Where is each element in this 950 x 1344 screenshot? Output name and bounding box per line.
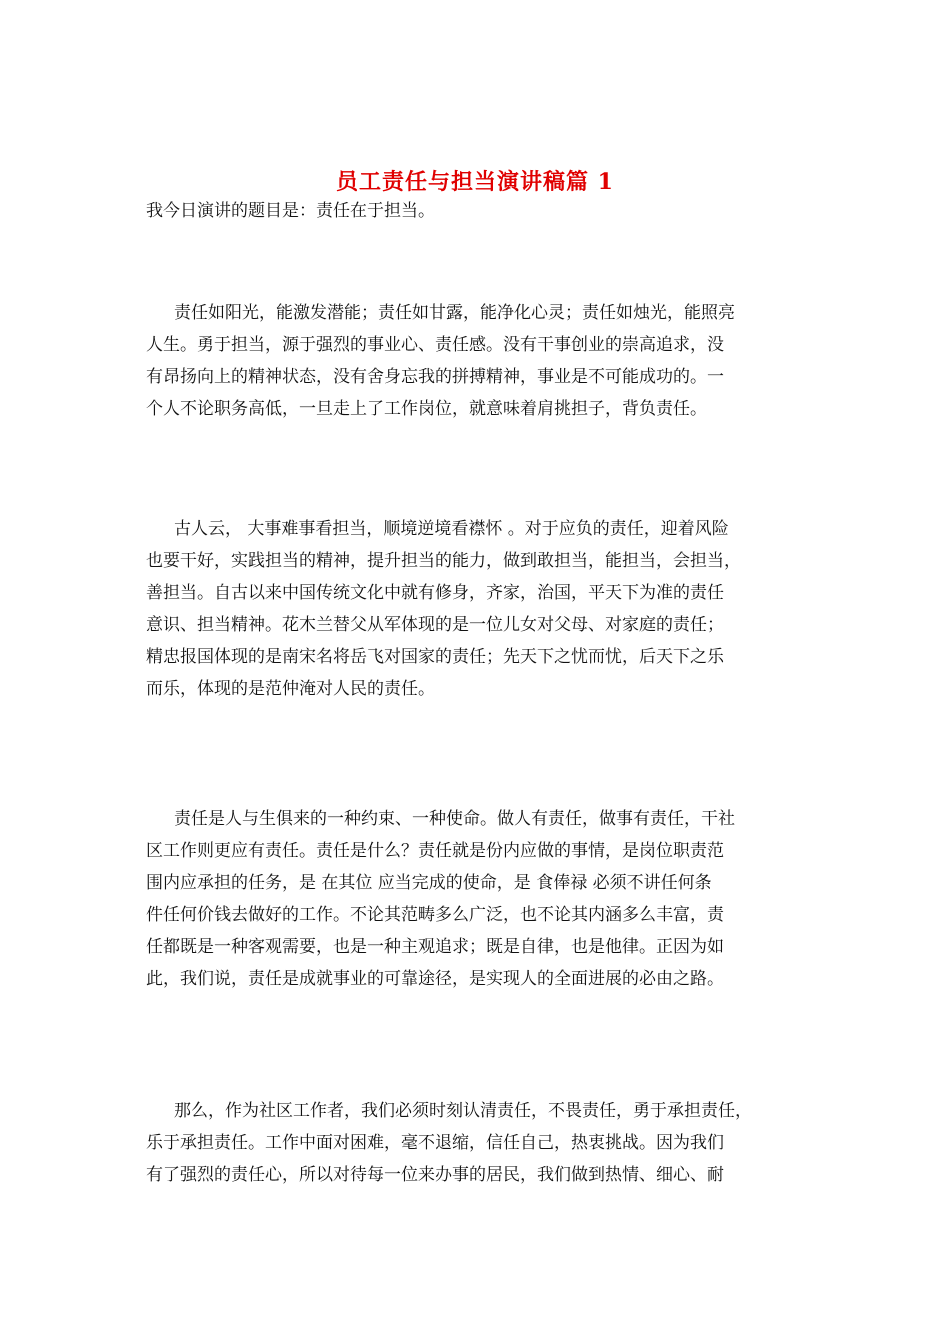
paragraph-line: 有了强烈的责任心，所以对待每一位来办事的居民，我们做到热情、细心、耐 [146, 1165, 724, 1185]
paragraph-line: 乐于承担责任。工作中面对困难，毫不退缩，信任自己，热衷挑战。因为我们 [146, 1133, 724, 1153]
paragraph-line: 而乐，体现的是范仲淹对人民的责任。 [146, 679, 435, 699]
paragraph-line: 责任如阳光，能激发潜能；责任如甘露，能净化心灵；责任如烛光，能照亮 [174, 303, 735, 323]
paragraph-line: 此，我们说，责任是成就事业的可靠途径，是实现人的全面进展的必由之路。 [146, 969, 724, 989]
paragraph-line: 有昂扬向上的精神状态，没有舍身忘我的拼搏精神，事业是不可能成功的。一 [146, 367, 724, 387]
paragraph-line: 精忠报国体现的是南宋名将岳飞对国家的责任；先天下之忧而忧，后天下之乐 [146, 647, 724, 667]
document-title: 员工责任与担当演讲稿篇 1 [336, 168, 614, 195]
paragraph-line: 任都既是一种客观需要，也是一种主观追求；既是自律，也是他律。正因为如 [146, 937, 724, 957]
paragraph-line: 善担当。自古以来中国传统文化中就有修身，齐家，治国，平天下为准的责任 [146, 583, 724, 603]
paragraph-line: 区工作则更应有责任。责任是什么？责任就是份内应做的事情，是岗位职责范 [146, 841, 724, 861]
paragraph-4 [146, 1095, 836, 1191]
paragraph-line: 也要干好，实践担当的精神，提升担当的能力，做到敢担当，能担当，会担当， [146, 551, 741, 571]
paragraph-line: 那么，作为社区工作者，我们必须时刻认清责任，不畏责任，勇于承担责任， [174, 1101, 752, 1121]
intro-line: 我今日演讲的题目是：责任在于担当。 [146, 201, 435, 221]
paragraph-line: 围内应承担的任务，是 在其位 应当完成的使命，是 食俸禄 必须不讲任何条 [146, 873, 712, 893]
paragraph-line: 个人不论职务高低，一旦走上了工作岗位，就意味着肩挑担子，背负责任。 [146, 399, 707, 419]
paragraph-line: 古人云， 大事难事看担当，顺境逆境看襟怀 。对于应负的责任，迎着风险 [174, 519, 729, 539]
paragraph-line: 人生。勇于担当，源于强烈的事业心、责任感。没有干事创业的崇高追求，没 [146, 335, 724, 355]
paragraph-2 [146, 513, 836, 705]
paragraph-line: 意识、担当精神。花木兰替父从军体现的是一位儿女对父母、对家庭的责任； [146, 615, 724, 635]
paragraph-line: 责任是人与生俱来的一种约束、一种使命。做人有责任，做事有责任，干社 [174, 809, 735, 829]
paragraph-1 [146, 297, 836, 425]
paragraph-line: 件任何价钱去做好的工作。不论其范畴多么广泛，也不论其内涵多么丰富，责 [146, 905, 724, 925]
paragraph-3 [146, 803, 836, 995]
